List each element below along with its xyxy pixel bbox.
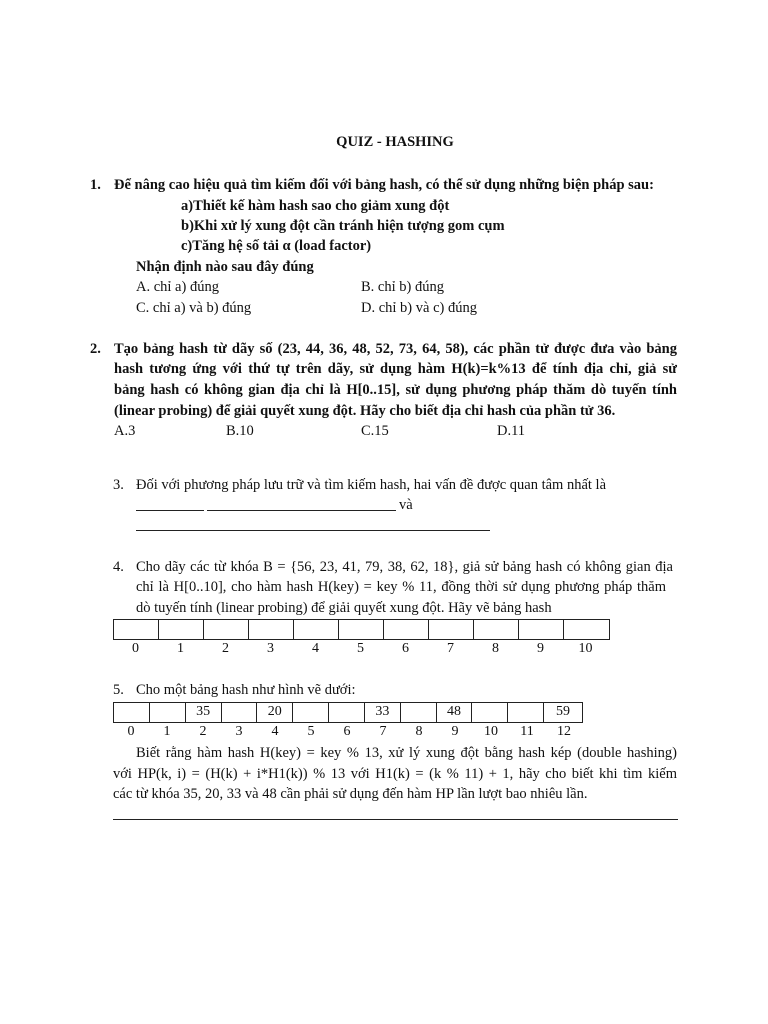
q5-hash-cell: 48 (437, 703, 473, 722)
q5-hash-cell (472, 703, 508, 722)
q4-hash-cell[interactable] (204, 620, 249, 639)
q5-hash-table (113, 702, 583, 723)
q5-intro: Cho một bảng hash như hình vẽ dưới: (136, 682, 356, 698)
q4-index: 2 (222, 641, 229, 656)
q3-and: và (399, 497, 413, 513)
q2-option-d: D.11 (497, 423, 526, 439)
q2-option-c: C.15 (361, 423, 389, 439)
q4-index: 5 (357, 641, 364, 656)
q5-index-row (113, 724, 583, 740)
q5-hash-cell (293, 703, 329, 722)
q5-index: 7 (379, 724, 387, 739)
page-title: QUIZ - HASHING (336, 134, 454, 150)
q2-line-1: Tạo bảng hash từ dãy số (23, 44, 36, 48, 52, 73, 64, 58), các phần tử được đưa vào bảng (114, 341, 677, 357)
q2-line-3: bảng hash có không gian địa chỉ là H[0..15], sử dụng phương pháp thăm dò tuyến tính (114, 382, 677, 398)
q4-index: 8 (492, 641, 499, 656)
q1-option-c: C. chỉ a) và b) đúng (136, 300, 252, 316)
q1-option-b: B. chỉ b) đúng (361, 279, 444, 295)
q4-hash-cell[interactable] (294, 620, 339, 639)
q4-hash-cell[interactable] (564, 620, 609, 639)
q5-index: 0 (127, 724, 135, 739)
q1-prompt: Nhận định nào sau đây đúng (136, 259, 314, 275)
q5-index: 3 (235, 724, 243, 739)
q5-hash-cell (114, 703, 150, 722)
q4-index: 3 (267, 641, 274, 656)
q4-hash-cell[interactable] (384, 620, 429, 639)
q5-index: 2 (199, 724, 207, 739)
q3-blank-1[interactable] (136, 510, 204, 511)
q1-stem: Để nâng cao hiệu quả tìm kiếm đối với bảng hash, có thể sử dụng những biện pháp sau: (114, 177, 654, 193)
q5-line-1: Biết rằng hàm hash H(key) = key % 13, xử lý xung đột bằng hash kép (double hashing) (136, 745, 677, 761)
q4-index: 6 (402, 641, 409, 656)
q4-hash-cell[interactable] (519, 620, 564, 639)
q5-hash-cell: 20 (257, 703, 293, 722)
q1-item-a: a)Thiết kế hàm hash sao cho giảm xung đột (181, 198, 450, 214)
q1-item-b: b)Khi xử lý xung đột cần tránh hiện tượng gom cụm (181, 218, 505, 234)
q5-hash-cell (401, 703, 437, 722)
q5-index: 9 (451, 724, 459, 739)
q5-hash-cell (508, 703, 544, 722)
q5-line-3: các từ khóa 35, 20, 33 và 48 cần phải sử dụng đến hàm HP lần lượt bao nhiêu lần. (113, 786, 588, 802)
q3-blank-3[interactable] (136, 530, 490, 531)
q5-hash-cell (222, 703, 258, 722)
q4-index: 9 (537, 641, 544, 656)
q3-number: 3. (113, 477, 124, 493)
q5-number: 5. (113, 682, 124, 698)
q4-hash-cell[interactable] (249, 620, 294, 639)
q5-line-2: với HP(k, i) = (H(k) + i*H1(k)) % 13 với H1(k) = (k % 11) + 1, hãy cho biết khi tìm kiếm (113, 766, 677, 782)
q2-number: 2. (90, 341, 101, 357)
q4-number: 4. (113, 559, 124, 575)
q2-option-a: A.3 (114, 423, 136, 439)
q5-index: 8 (415, 724, 423, 739)
q5-hash-cell (150, 703, 186, 722)
q5-index: 4 (271, 724, 279, 739)
q4-index: 4 (312, 641, 319, 656)
q5-index: 11 (520, 724, 534, 739)
q4-hash-table (113, 619, 610, 640)
q5-hash-cell: 33 (365, 703, 401, 722)
q3-text: Đối với phương pháp lưu trữ và tìm kiếm hash, hai vấn đề được quan tâm nhất là (136, 477, 607, 493)
q4-index: 0 (132, 641, 139, 656)
q1-option-d: D. chỉ b) và c) đúng (361, 300, 477, 316)
q4-index: 7 (447, 641, 454, 656)
q5-hash-cell: 35 (186, 703, 222, 722)
q4-hash-cell[interactable] (339, 620, 384, 639)
q4-hash-cell[interactable] (429, 620, 474, 639)
q3-blank-2[interactable] (207, 510, 396, 511)
q5-index: 12 (557, 724, 571, 739)
q5-index: 6 (343, 724, 351, 739)
q4-hash-cell[interactable] (474, 620, 519, 639)
q4-hash-cell[interactable] (159, 620, 204, 639)
q5-index: 1 (163, 724, 171, 739)
q4-line-1: Cho dãy các từ khóa B = {56, 23, 41, 79, 38, 62, 18}, giả sử bảng hash có không gian địa (136, 559, 673, 575)
q4-index: 1 (177, 641, 184, 656)
q5-answer-line[interactable] (113, 819, 678, 820)
q2-option-b: B.10 (226, 423, 254, 439)
q4-index-row (113, 641, 608, 657)
q4-line-2: chỉ là H[0..10], cho hàm hash H(key) = key % 11, đồng thời sử dụng phương pháp thăm (136, 579, 666, 595)
q2-line-4: (linear probing) để giải quyết xung đột. Hãy cho biết địa chỉ hash của phần tử 36. (114, 403, 616, 419)
q2-line-2: hash tương ứng với thứ tự trên dãy, sử dụng hàm H(k)=k%13 để tính địa chỉ, giả sử (114, 361, 677, 377)
q4-line-3: dò tuyến tính (linear probing) để giải quyết xung đột. Hãy vẽ bảng hash (136, 600, 552, 616)
q5-index: 5 (307, 724, 315, 739)
q5-hash-cell (329, 703, 365, 722)
q5-index: 10 (484, 724, 498, 739)
q4-index: 10 (578, 641, 593, 656)
q1-item-c: c)Tăng hệ số tải α (load factor) (181, 238, 372, 254)
q1-option-a: A. chỉ a) đúng (136, 279, 219, 295)
q5-hash-cell: 59 (556, 704, 571, 719)
q4-hash-cell[interactable] (114, 620, 159, 639)
q1-number: 1. (90, 177, 101, 193)
